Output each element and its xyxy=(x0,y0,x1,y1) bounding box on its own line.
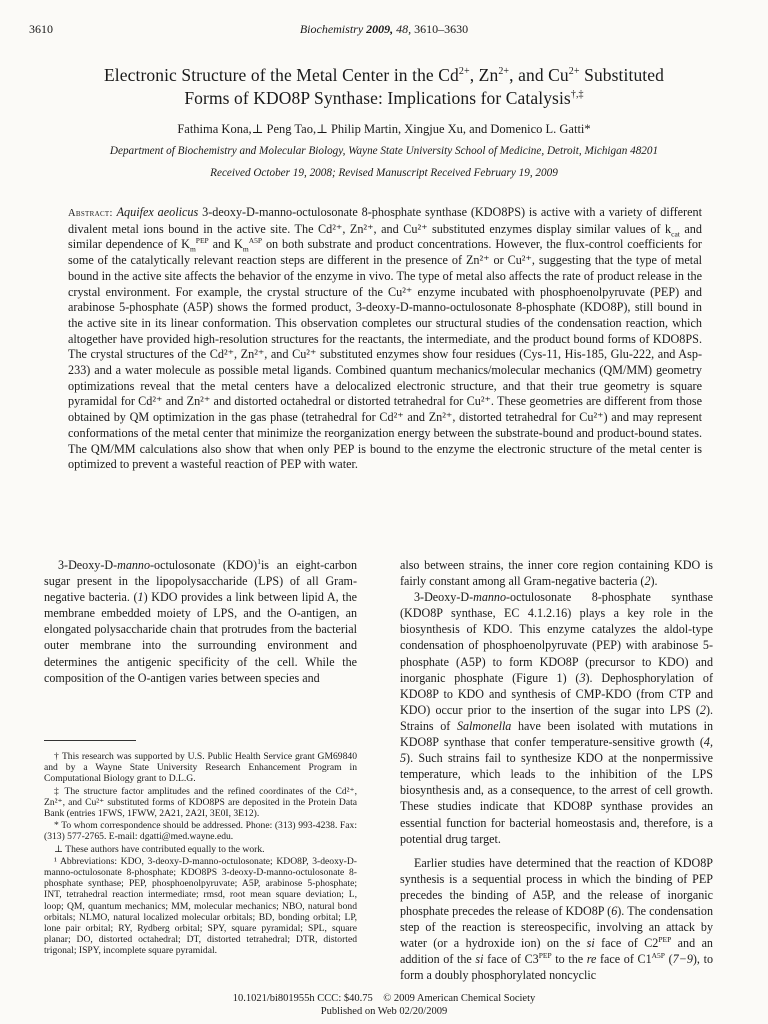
text-run: have been isolated with mutations in KDO8P synthase that confer temperature-sensitive growth ( xyxy=(400,718,714,750)
body-paragraph xyxy=(400,557,713,589)
italic-run: si xyxy=(475,952,484,967)
affiliation: Department of Biochemistry and Molecular Biology, Wayne State University School of Medicine, Detroit, Michigan 48201 xyxy=(109,145,659,157)
footnote-mark: 1 xyxy=(257,556,261,566)
italic-run: si xyxy=(586,936,595,951)
journal-pages: 3610–3630 xyxy=(414,22,469,36)
footnote-pdb: ‡ The structure factor amplitudes and the refined coordinates of the Cd²⁺, Zn²⁺, and Cu²⁺ substituted forms of KDO8PS are deposited in the Protein Data Bank (entries 1FWS, 1FWW, 2A21, 2A2I, 3E0I, 3E12). xyxy=(44,785,357,820)
abstract-text: on both substrate and product concentrations. However, the flux-control coefficients for some of the catalytically relevant reaction steps are different in the presence of Zn²⁺ or Cu²⁺, suggesting that the type of metal bound in the active site affects the behavior of the enzyme in vivo. The type of metal also affects the rate of product release in the crystal environment. For example, the crystal structure of the Cu²⁺ enzyme incubated with phosphoenolpyruvate (PEP) and arabinose 5-phosphate (A5P) shows the formed product, 3-deoxy-D-manno-octulosonate 8-phosphate (KDO8P), still bound in the active site in its linear conformation. This observation completes our structural studies of the condensation reaction, which altogether have provided high-resolution structures for the reactants, the intermediate, and the product bound forms of KDO8PS. The crystal structures of the Cd²⁺, Zn²⁺, and Cu²⁺ substituted enzymes show four residues (Cys-11, His-185, Glu-222, and Asp-233) and a water molecule as possible metal ligands. Combined quantum mechanics/molecular mechanics (QM/MM) geometry optimizations reveal that the metal centers have a delocalized electronic structure, and that their true geometry is square pyramidal for Cd²⁺ and Zn²⁺ and distorted octahedral or distorted tetrahedral for Cu²⁺. These geometries are different from those obtained by QM optimization in the gas phase (tetrahedral for Cd²⁺ and Zn²⁺, distorted tetrahedral for Cu²⁺) and may represent conformations of the metal center that minimize the reorganization energy between the substrate-bound and product-bound states. The QM/MM calculations also show that when only PEP is bound to the enzyme the electronic structure of the metal center is optimized to prevent a wasteful reaction of PEP with water. xyxy=(68,237,702,472)
reference-link[interactable]: 7−9 xyxy=(672,952,693,967)
article-title xyxy=(40,64,728,110)
footnote-abbreviations: ¹ Abbreviations: KDO, 3-deoxy-D-manno-octulosonate; KDO8P, 3-deoxy-D-manno-octulosonate 8-phosphate; KDO8PS 3-deoxy-D-manno-octulosonate 8-phosphate synthase; PEP, phosphoenolpyruvate; A5P, arabinose 5-phosphate; INT, tetrahedral reaction intermediate; rmsd, root mean square deviation; L, loop; QM, quantum mechanics; MM, molecular mechanics; NBO, natural bond orbitals; NLMO, natural localized molecular orbitals; BD, bonding orbital; LP, lone pair orbital; RY, Rydberg orbital; SPY, square pyramidal; SPL, square planar; DO, distorted octahedral; DT, distorted tetrahedral; DTR, distorted trigonal; ISPY, incomplete square pyramidal. xyxy=(44,855,357,957)
journal-name: Biochemistry xyxy=(299,22,364,36)
text-run: Earlier studies have determined that the reaction of KDO8P synthesis is a sequential process in which the binding of PEP precedes the binding of A5P, and the release of inorganic phosphate precedes the release of KDO8P ( xyxy=(400,855,713,918)
text-run: face of C1 xyxy=(596,952,652,967)
footnote-correspondence: * To whom correspondence should be addressed. Phone: (313) 993-4238. Fax: (313) 577-2765. E-mail: dgatti@med.wayne.edu. xyxy=(44,820,357,843)
reference-link[interactable]: 4, 5 xyxy=(400,735,713,766)
italic-run: Salmonella xyxy=(456,718,512,733)
charge-superscript: 2+ xyxy=(568,66,580,78)
body-paragraph xyxy=(400,855,713,984)
reference-link[interactable]: 3 xyxy=(579,670,586,685)
reference-link[interactable]: 2 xyxy=(699,702,706,717)
text-run: 3-Deoxy-D- xyxy=(414,590,474,605)
text-run: -octulosonate (KDO) xyxy=(150,558,258,572)
kcat-subscript: cat xyxy=(671,229,680,239)
organism-name: Aquifex aeolicus xyxy=(116,205,199,219)
km-subscript: m xyxy=(242,244,249,254)
text-run: -octulosonate 8-phosphate synthase (KDO8P synthase, EC 4.1.2.16) plays a key role in the biosynthesis of KDO. This enzyme catalyzes the aldol-type condensation of phosphoenolpyruvate (PEP) with arabinose 5-phosphate (A5P) to form KDO8P (precursor to KDO) and inorganic phosphate (Figure 1) ( xyxy=(400,590,713,685)
text-run: to the xyxy=(551,952,587,967)
title-part: Forms of KDO8P Synthase: Implications for Catalysis xyxy=(184,88,571,108)
published-date: Published on Web 02/20/2009 xyxy=(320,1006,448,1017)
italic-run: manno xyxy=(473,590,507,605)
title-part: , and Cu xyxy=(509,65,569,85)
text-run: is an eight-carbon sugar present in the lipopolysaccharide (LPS) of all Gram-negative bacteria. ( xyxy=(44,558,358,605)
charge-superscript: 2+ xyxy=(458,66,470,78)
doi-copyright-line: 10.1021/bi801955h CCC: $40.75 © 2009 American Chemical Society xyxy=(232,993,536,1004)
journal-year: 2009, xyxy=(366,22,394,36)
pep-superscript: PEP xyxy=(658,935,672,945)
title-part: , Zn xyxy=(469,65,499,85)
footnotes xyxy=(44,751,357,958)
body-column-right xyxy=(400,557,713,983)
footnote-divider xyxy=(44,740,136,741)
abstract xyxy=(68,205,702,473)
text-run: face of C3 xyxy=(483,952,539,967)
pep-superscript: PEP xyxy=(538,951,552,961)
footnote-funding: † This research was supported by U.S. Public Health Service grant GM69840 and by a Wayne State University Research Enhancement Program in Computational Biology grant to D.L.G. xyxy=(44,751,357,785)
italic-run: manno xyxy=(117,558,151,572)
pep-superscript: PEP xyxy=(195,236,209,246)
title-part: Electronic Structure of the Metal Center in the Cd xyxy=(104,65,459,85)
text-run: ( xyxy=(664,952,673,967)
a5p-superscript: A5P xyxy=(651,951,665,961)
body-paragraph xyxy=(400,589,713,847)
reference-link[interactable]: 1 xyxy=(137,590,144,605)
a5p-superscript: A5P xyxy=(248,236,263,246)
text-run: ) KDO provides a link between lipid A, the membrane embedded moiety of LPS, and the O-antigen, an elongated polysaccharide chain that protrudes from the bacterial outer membrane into the surrounding environment and determines the antigenic specificity of the cell. While the composition of the O-antigen varies between species and xyxy=(44,590,358,685)
abstract-text: and similar dependence of K xyxy=(68,221,702,252)
text-run: ). Such strains fail to synthesize KDO at the nonpermissive temperature, which leads to the inhibition of the LPS biosynthesis and, as a consequence, to the arrest of cell growth. These studies indicate that KDO8P synthase provides an essential function for bacterial homeostasis and, therefore, is a potential drug target. xyxy=(400,751,713,846)
abstract-text: and K xyxy=(208,237,243,252)
text-run: ). xyxy=(650,574,658,589)
journal-citation xyxy=(0,22,768,37)
text-run: 3-Deoxy-D- xyxy=(58,558,118,572)
abstract-label: Abstract: xyxy=(68,208,113,219)
reference-link[interactable]: 2 xyxy=(644,574,651,589)
text-run: ), to form a doubly phosphorylated noncyclic xyxy=(400,952,714,983)
text-run: face of C2 xyxy=(594,936,659,951)
title-part: Substituted xyxy=(579,65,664,85)
italic-run: re xyxy=(586,952,597,967)
text-run: also between strains, the inner core region containing KDO is fairly constant among all Gram-negative bacteria ( xyxy=(400,558,713,589)
page-number: 3610 xyxy=(29,22,53,36)
title-footnote-marks: †,‡ xyxy=(570,89,584,101)
abstract-text: 3-deoxy-D-manno-octulosonate 8-phosphate synthase (KDO8PS) is active with a variety of different divalent metal ions bound in the active site. The Cd²⁺, Zn²⁺, and Cu²⁺ substituted enzymes display similar values of k xyxy=(68,205,703,236)
body-column-left xyxy=(44,557,357,686)
text-run: and an addition of the xyxy=(400,936,713,967)
charge-superscript: 2+ xyxy=(498,66,510,78)
text-run: ). The condensation step of the reaction is stereospecific, involving an attack by water (or a hydroxide ion) on the xyxy=(400,903,713,951)
received-dates: Received October 19, 2008; Revised Manuscript Received February 19, 2009 xyxy=(210,167,558,179)
body-paragraph xyxy=(44,557,357,686)
footnote-equal-contribution: ⊥ These authors have contributed equally to the work. xyxy=(54,843,265,855)
text-run: ). Dephosphorylation of KDO8P to KDO and synthesis of CMP-KDO (from CTP and KDO) occur prior to the insertion of the sugar into LPS ( xyxy=(400,670,713,717)
author-list: Fathima Kona,⊥ Peng Tao,⊥ Philip Martin, Xingjue Xu, and Domenico L. Gatti* xyxy=(177,122,591,136)
reference-link[interactable]: 6 xyxy=(611,903,618,918)
km-subscript: m xyxy=(189,244,196,254)
text-run: ). Strains of xyxy=(400,702,713,733)
journal-volume: 48, xyxy=(396,22,412,36)
